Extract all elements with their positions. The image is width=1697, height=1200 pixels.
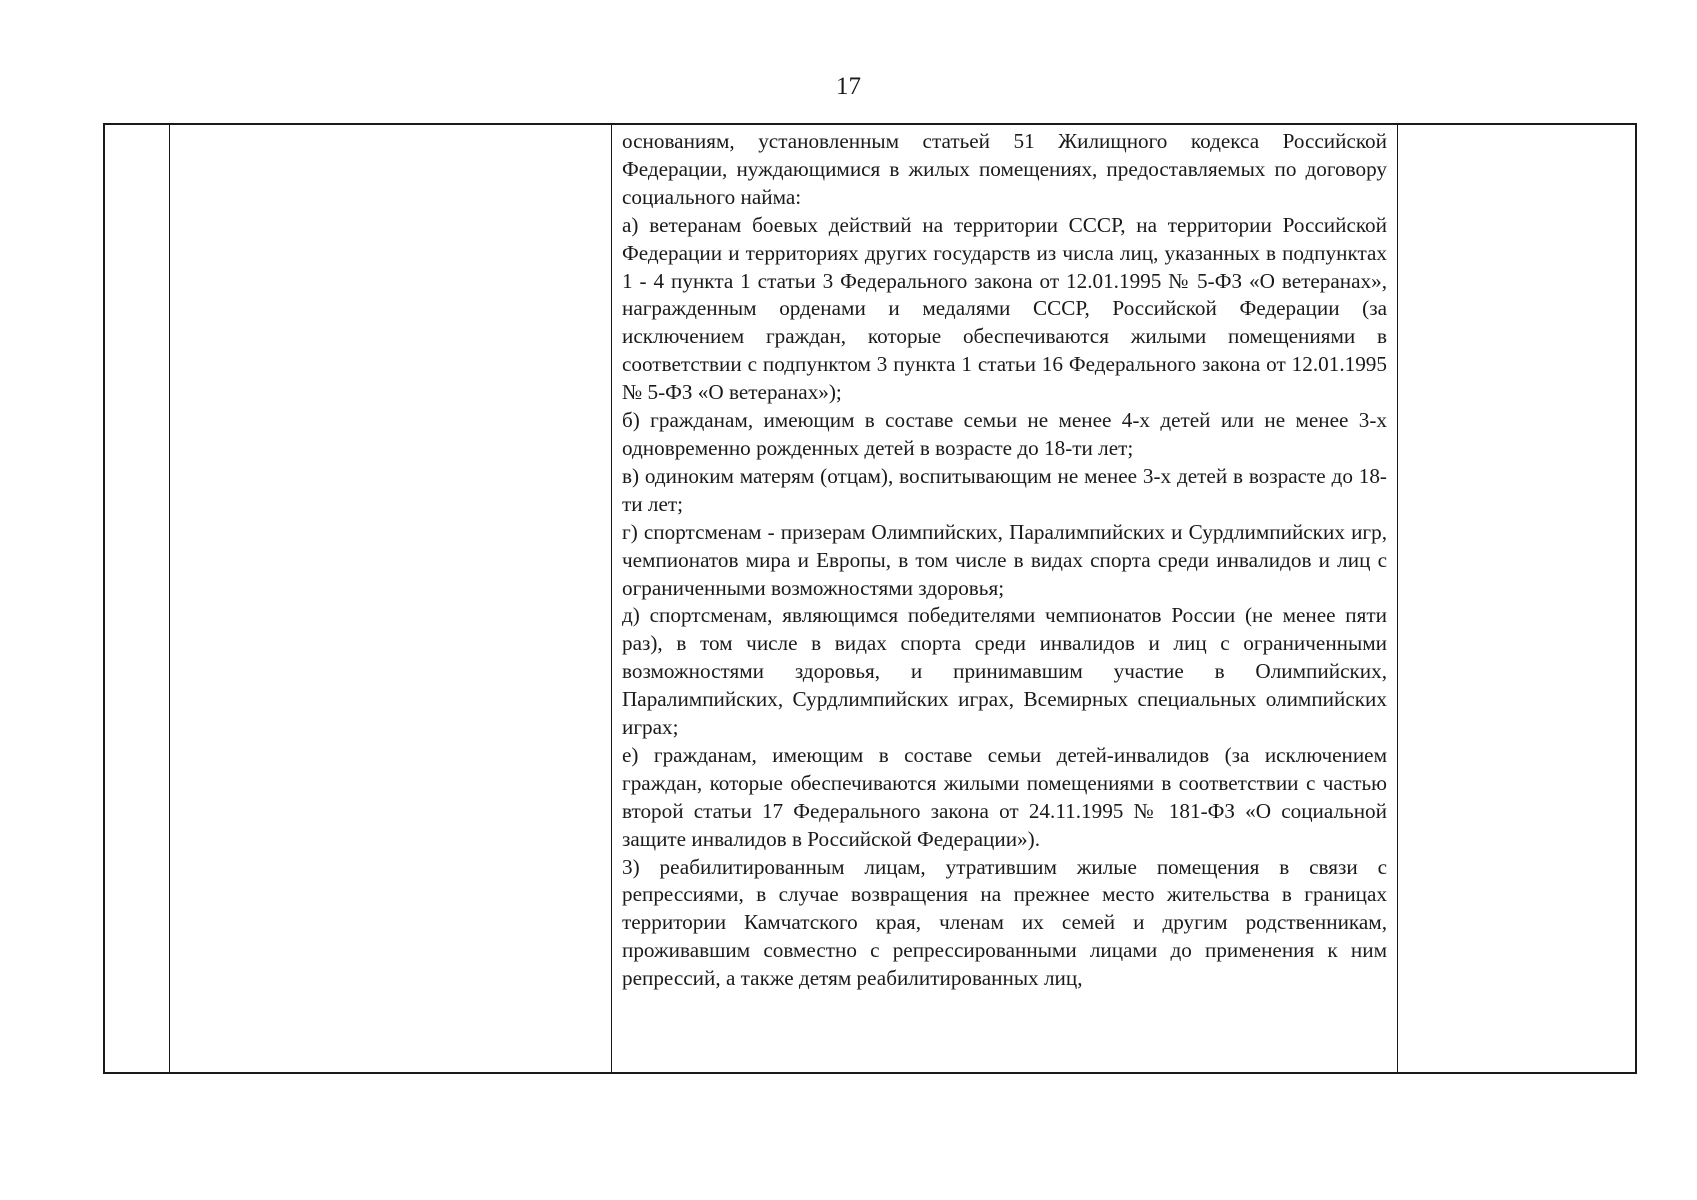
content-paragraph: 3) реабилитированным лицам, утратившим жилые помещения в связи с репрессиями, в случае возвращения на прежнее место жительства в границах территории Камчатского края, членам их семей и другим родственникам, проживавшим совместно с репрессированными лицами до применения к ним репрессий, а также детям реабилитированных лиц, xyxy=(622,854,1387,991)
content-paragraph: б) гражданам, имеющим в составе семьи не менее 4-х детей или не менее 3-х одновременно рожденных детей в возрасте до 18-ти лет; xyxy=(622,408,1387,460)
content-paragraph: а) ветеранам боевых действий на территории СССР, на территории Российской Федерации и территориях других государств из числа лиц, указанных в подпунктах 1 - 4 пункта 1 статьи 3 Федерального закона от 12.01.1995 № 5-ФЗ «О ветеранах», награжденным орденами и медалями СССР, Российской Федерации (за исключением граждан, которые обеспечиваются жилыми помещениями в соответствии с подпунктом 3 пункта 1 статьи 16 Федерального закона от 12.01.1995 № 5-ФЗ «О ветеранах»); xyxy=(622,212,1387,405)
table-cell-notes xyxy=(1398,125,1635,1072)
table-cell-number xyxy=(105,125,170,1072)
content-paragraph: в) одиноким матерям (отцам), воспитывающим не менее 3-х детей в возрасте до 18-ти лет; xyxy=(622,463,1387,516)
content-paragraph: е) гражданам, имеющим в составе семьи детей-инвалидов (за исключением граждан, которые обеспечиваются жилыми помещениями в соответствии с частью второй статьи 17 Федерального закона от 24.11.1995 № 181-ФЗ «О социальной защите инвалидов в Российской Федерации»). xyxy=(622,742,1387,851)
content-paragraph: основаниям, установленным статьей 51 Жилищного кодекса Российской Федерации, нуждающимися в жилых помещениях, предоставляемых по договору социального найма: xyxy=(622,129,1387,209)
table-cell-name xyxy=(170,125,612,1072)
page-number: 17 xyxy=(836,73,861,100)
table-cell-content xyxy=(612,125,1398,1072)
content-paragraph: д) спортсменам, являющимся победителями чемпионатов России (не менее пяти раз), в том числе в видах спорта среди инвалидов и лиц с ограниченными возможностями здоровья, и принимавшим участие в Олимпийских, Паралимпийских, Сурдлимпийских играх, Всемирных специальных олимпийских играх; xyxy=(622,603,1387,740)
content-paragraph: г) спортсменам - призерам Олимпийских, Паралимпийских и Сурдлимпийских игр, чемпионатов мира и Европы, в том числе в видах спорта среди инвалидов и лиц с ограниченными возможностями здоровья; xyxy=(622,519,1387,600)
document-table xyxy=(103,123,1637,1074)
